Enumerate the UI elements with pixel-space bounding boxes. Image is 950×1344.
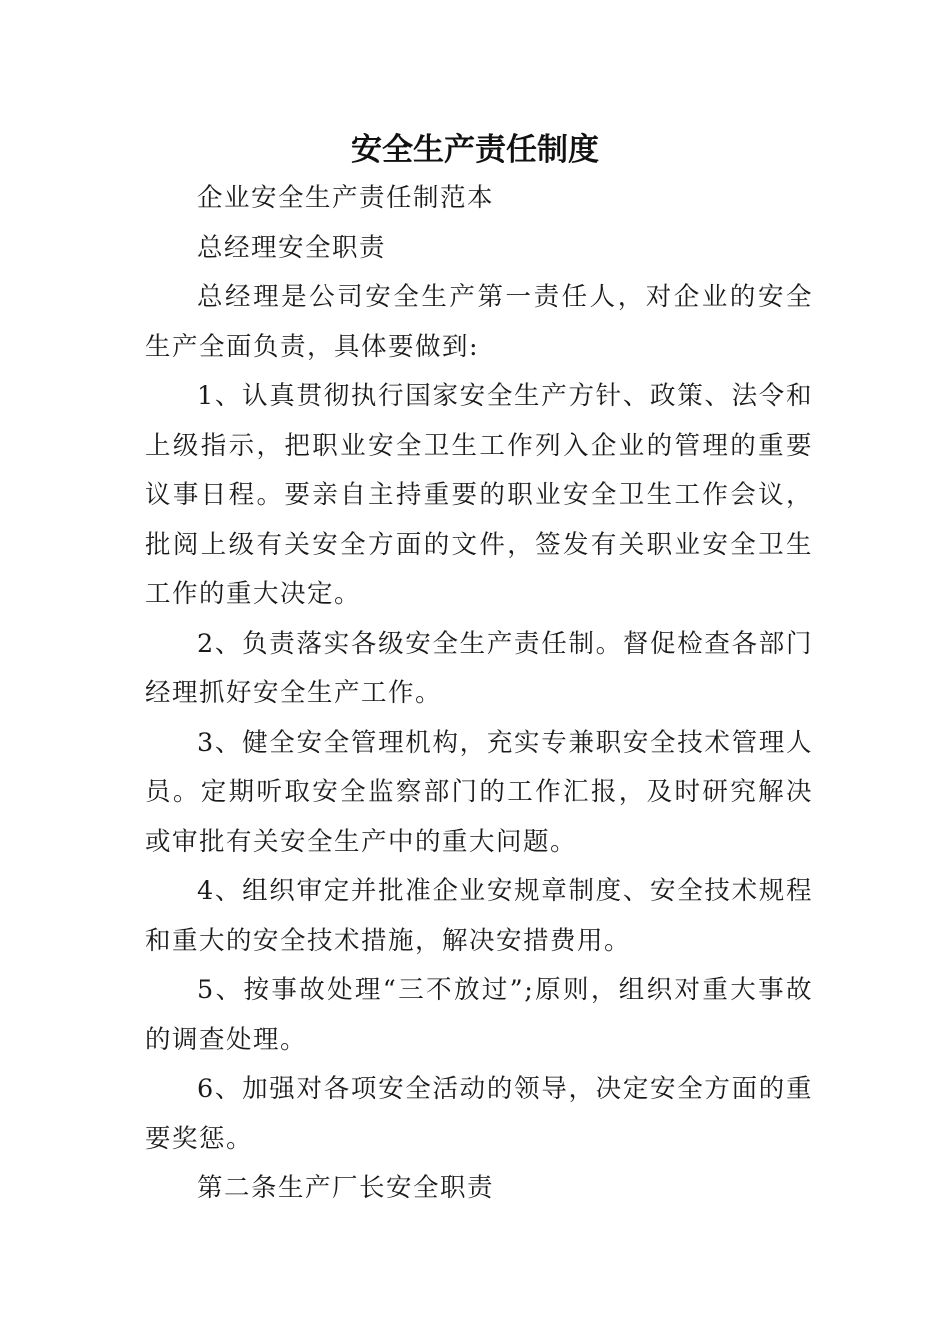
paragraph-section-heading: 总经理安全职责 [197,232,387,263]
paragraph-intro: 总经理是公司安全生产第一责任人，对企业的安全生产全面负责，具体要做到: [145,282,813,362]
paragraph-subtitle: 企业安全生产责任制范本 [197,183,495,213]
paragraph-item-5: 5、按事故处理“三不放过”;原则，组织对重大事故的调查处理。 [145,975,813,1055]
paragraph-next-section-heading: 第二条生产厂长安全职责 [197,1173,495,1203]
paragraph-item-3: 3、健全安全管理机构，充实专兼职安全技术管理人员。定期听取安全监察部门的工作汇报，及时研究解决或审批有关安全生产中的重大问题。 [145,727,813,857]
paragraph-item-2: 2、负责落实各级安全生产责任制。督促检查各部门经理抓好安全生产工作。 [145,628,813,708]
paragraph-item-4: 4、组织审定并批准企业安规章制度、安全技术规程和重大的安全技术措施，解决安措费用。 [145,876,813,956]
document-body [145,174,813,1214]
document-title: 安全生产责任制度 [351,132,599,168]
paragraph-item-1: 1、认真贯彻执行国家安全生产方针、政策、法令和上级指示，把职业安全卫生工作列入企业的管理的重要议事日程。要亲自主持重要的职业安全卫生工作会议，批阅上级有关安全方面的文件，签发有关职业安全卫生工作的重大决定。 [145,381,813,609]
paragraph-item-6: 6、加强对各项安全活动的领导，决定安全方面的重要奖惩。 [145,1074,813,1154]
